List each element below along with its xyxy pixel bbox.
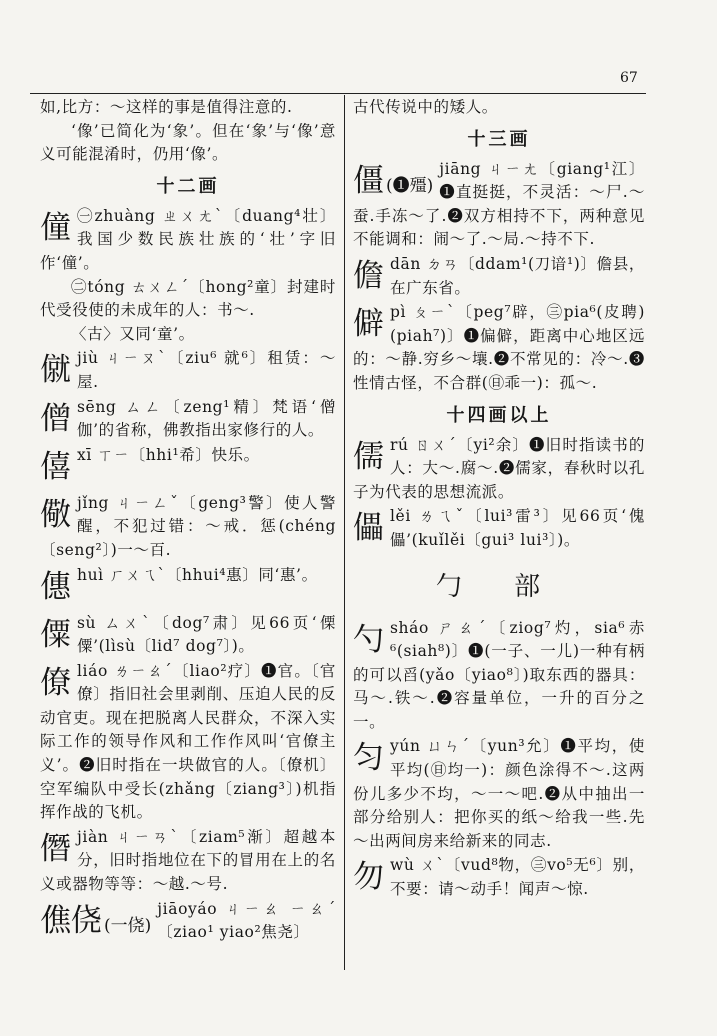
- definition: jiāng ㄐㄧㄤ〔giang¹江〕❶直挺挺，不灵活：～尸.～蚕.手冻～了.❷双方相持不下，两种意见不能调和：闹～了.～局.～持不下.: [353, 159, 645, 249]
- headword: 僧: [40, 400, 71, 437]
- headword: 僭: [40, 830, 71, 867]
- dictionary-entry: [40, 898, 336, 945]
- definition: dān ㄉㄢ〔ddam¹(刀谙¹)〕儋县，在广东省。: [390, 254, 645, 297]
- headword-group: [40, 898, 151, 945]
- stroke-count-heading: 十四画以上: [446, 404, 552, 426]
- definition: jiù ㄐㄧㄡˋ〔ziu⁶ 就⁶〕租赁：～屋.: [77, 349, 336, 391]
- column-right: [353, 96, 645, 981]
- continued-note: ‘像’已简化为‘象’。但在‘象’与‘像’意义可能混淆时，仍用‘像’。: [40, 121, 336, 164]
- definition: jǐng ㄐㄧㄥˇ〔geng³警〕使人警醒，不犯过错：～戒．惩(chéng〔seng²〕)一～百.: [40, 493, 336, 559]
- dictionary-entry: [40, 396, 336, 443]
- definition: rú ㄖㄨˊ〔yi²余〕❶旧时指读书的人：大～.腐～.❷儒家，春秋时以孔子为代表的思想流派。: [353, 435, 645, 501]
- dictionary-entry: [40, 347, 336, 394]
- definition: yún ㄩㄣˊ〔yun³允〕❶平均，使平均(㊐均一)：颜色涂得不～.这两份儿多少不均，～一～吧.❷从中抽出一部分给别人：把你买的纸～给我一些.先～出两间房来给新来的同志.: [353, 737, 645, 850]
- headword-group: [353, 158, 433, 205]
- headword: 勺: [353, 621, 384, 658]
- headword-variant: (一侥): [104, 915, 152, 936]
- headword: 儡: [353, 510, 384, 547]
- dictionary-entry: [353, 158, 645, 252]
- headword: 僦: [40, 352, 71, 389]
- continued-definition: 如,比方：～这样的事是值得注意的.: [40, 98, 293, 116]
- dictionary-entry: [40, 612, 336, 659]
- headword: 僵: [353, 162, 384, 199]
- headword: 僮: [40, 209, 71, 246]
- dictionary-entry: [353, 854, 645, 901]
- dictionary-entry: [40, 564, 336, 611]
- definition: sháo ㄕㄠˊ〔ziog⁷灼，sia⁶赤⁶(siah⁸)〕❶(一子、一儿)一种有柄的可以舀(yǎo〔yiao⁸〕)取东西的器具：马～.铁～.❷容量单位，一升的百分之一。: [353, 618, 645, 731]
- definition: jiàn ㄐㄧㄢˋ〔ziam⁵渐〕超越本分，旧时指地位在下的冒用在上的名义或器物等等：～越.～号.: [40, 827, 336, 894]
- headword: 儒: [353, 438, 384, 475]
- definition: xī ㄒㄧ〔hhi¹希〕快乐。: [77, 445, 260, 464]
- column-divider: [344, 95, 345, 970]
- headword: 儋: [353, 257, 384, 294]
- dictionary-entry: [40, 492, 336, 563]
- headword: 僡: [40, 568, 71, 605]
- definition: 〈古〉又同‘童’。: [71, 324, 195, 343]
- definition: pì ㄆㄧˋ〔peg⁷辟，㊂pia⁶(皮聘)(piah⁷)〕❶偏僻，距离中心地区远的：～静.穷乡～壤.❷不常见的：冷～.❸性情古怪，不合群(㊐乖一)：孤～.: [353, 303, 645, 392]
- definition: jiāoyáo ㄐㄧㄠ ㄧㄠˊ〔ziao¹ yiao²焦尧〕: [157, 899, 336, 942]
- definition: wù ㄨˋ〔vud⁸物，㊂vo⁵无⁶〕别，不要：请～动手！闻声～惊.: [390, 856, 645, 899]
- dictionary-entry: [40, 660, 336, 825]
- header-rule: [30, 93, 646, 94]
- definition: lěi ㄌㄟˇ〔lui³雷³〕见66页‘傀儡’(kuǐlěi〔gui³ lui³〕)。: [390, 507, 645, 549]
- dictionary-entry: [353, 434, 645, 505]
- dictionary-entry: [40, 444, 336, 491]
- column-left: [40, 96, 336, 981]
- headword: 僬侥: [40, 902, 102, 939]
- dictionary-entry: [40, 826, 336, 897]
- headword: 勿: [353, 859, 384, 896]
- headword: 僚: [40, 664, 71, 701]
- dictionary-entry: [353, 735, 645, 853]
- definition: ㊀zhuàng ㄓㄨㄤˋ〔duang⁴壮〕我国少数民族壮族的‘壮’字旧作‘僮’。: [40, 206, 336, 272]
- headword: 匀: [353, 740, 384, 777]
- definition: sēng ㄙㄥ〔zeng¹精〕梵语‘僧伽’的省称，佛教指出家修行的人。: [77, 397, 336, 440]
- dictionary-entry: [353, 617, 645, 735]
- headword: 僖: [40, 448, 71, 485]
- definition: ㊁tóng ㄊㄨㄥˊ〔hong²童〕封建时代受役使的未成年的人：书～.: [40, 277, 336, 320]
- definition: huì ㄏㄨㄟˋ〔hhui⁴惠〕同‘惠’。: [77, 565, 318, 584]
- dictionary-entry: [353, 505, 645, 552]
- dictionary-entry: [353, 253, 645, 300]
- headword: 僳: [40, 616, 71, 653]
- stroke-count-heading: 十三画: [467, 128, 531, 150]
- definition: sù ㄙㄨˋ〔dog⁷肃〕见66页‘傈僳’(lìsù〔lid⁷ dog⁷〕)。: [77, 613, 336, 656]
- stroke-count-heading: 十二画: [156, 175, 220, 197]
- dictionary-entry: [353, 301, 645, 395]
- page-number: 67: [620, 70, 638, 86]
- headword-variant: (❶殭): [386, 175, 434, 196]
- definition: liáo ㄌㄧㄠˊ〔liao²疗〕❶官。〔官僚〕指旧社会里剥削、压迫人民的反动官吏。现在把脱离人民群众，不深入实际工作的领导作风和工作作风叫‘官僚主义’。❷旧时指在一块做官的人。〔僚机〕空军编队中受长(zhǎng〔ziang³〕)机指挥作战的飞机。: [40, 661, 336, 822]
- dictionary-entry: [40, 205, 336, 347]
- headword: 僻: [353, 306, 384, 343]
- continued-definition: 古代传说中的矮人。: [353, 98, 498, 116]
- headword: 儆: [40, 496, 71, 533]
- radical-section-title: 勹 部: [435, 571, 563, 602]
